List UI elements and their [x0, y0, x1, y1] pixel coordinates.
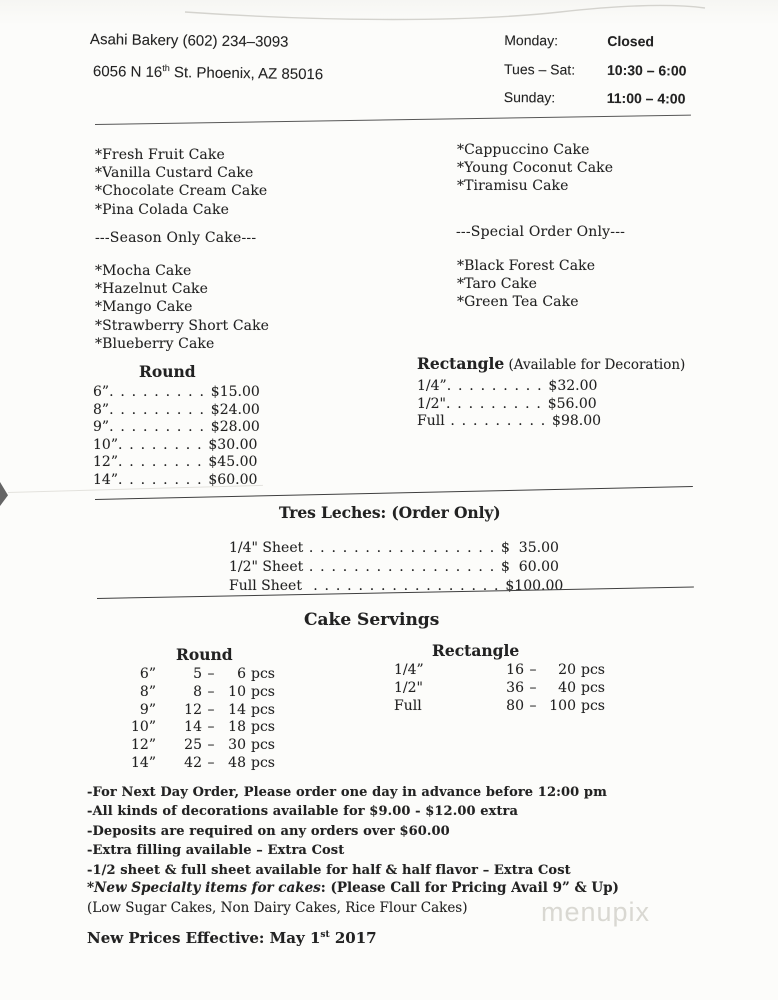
pieces-to: 40 [558, 679, 576, 696]
page-top-edge-curve [0, 0, 778, 34]
pieces-unit: pcs [251, 683, 275, 700]
servings-row [112, 719, 275, 737]
business-name-line: Asahi Bakery (602) 234–3093 [89, 31, 289, 51]
dot-leader: . . . . . . . . . [109, 419, 211, 436]
note-line: -Deposits are required on any orders over $60.00 [87, 823, 450, 839]
servings-row [112, 737, 275, 755]
specialty-lead-text: *New Specialty items for cakes [87, 880, 321, 896]
cake-item: *Blueberry Cake [95, 335, 215, 352]
time-value: 11:00 – 4:00 [606, 89, 686, 107]
pieces-to: 20 [558, 662, 576, 678]
special-order-heading: ---Special Order Only--- [456, 224, 626, 240]
note-line: -Extra filling available – Extra Cost [87, 843, 345, 859]
price-row [417, 413, 685, 431]
range-dash: – [207, 666, 215, 682]
dot-leader: . . . . . . . . [117, 471, 209, 488]
hours-table [504, 32, 687, 119]
size-label: 8” [93, 401, 110, 418]
address-text-post: St. Phoenix, AZ 85016 [169, 64, 324, 84]
price-value: $ 35.00 [501, 540, 559, 556]
size-label: 9” [139, 701, 156, 718]
dot-leader: . . . . . . . . . . . . . . . . . [303, 558, 501, 575]
address-text-pre: 6056 N 16 [92, 63, 163, 81]
cake-list-standard-right [457, 141, 613, 196]
price-row [229, 539, 563, 558]
rectangle-prices-section [417, 354, 685, 431]
pieces-from: 14 [184, 719, 202, 736]
dot-leader: . . . . . . . . . [109, 384, 211, 400]
notes-list [87, 783, 607, 880]
size-label: 14” [131, 754, 156, 771]
cake-item: *Mango Cake [95, 299, 193, 316]
day-label: Sunday: [503, 88, 556, 106]
dot-leader: . . . . . . . . . [446, 378, 549, 394]
time-value: 10:30 – 6:00 [606, 61, 687, 79]
size-label: 1/4” [417, 378, 447, 394]
sheet-size-label: 1/4" Sheet [229, 540, 304, 556]
price-value: $56.00 [547, 395, 597, 412]
pieces-from: 5 [193, 666, 202, 682]
size-label: Full [394, 697, 422, 714]
time-value: Closed [607, 32, 655, 50]
size-label: Full [417, 413, 445, 430]
pieces-unit: pcs [251, 701, 275, 718]
pieces-unit: pcs [251, 754, 275, 771]
rectangle-prices-heading [417, 354, 685, 375]
pieces-to: 18 [228, 719, 246, 736]
tres-leches-heading: Tres Leches: (Order Only) [279, 503, 501, 522]
servings-round-table [112, 645, 275, 773]
cake-item: *Tiramisu Cake [457, 178, 569, 195]
cake-list-standard-left [95, 146, 267, 219]
pieces-to: 6 [237, 666, 246, 682]
size-label: 10” [131, 719, 156, 736]
price-value: $ 60.00 [501, 558, 559, 575]
pieces-from: 80 [506, 697, 524, 714]
cake-item: *Vanilla Custard Cake [95, 165, 254, 182]
servings-rectangle-table [394, 641, 605, 715]
sheet-size-label: 1/2" Sheet [229, 558, 304, 575]
range-dash: – [529, 679, 537, 696]
round-prices-section [93, 362, 260, 490]
range-dash: – [207, 701, 215, 718]
cake-list-special-order [457, 257, 595, 312]
dot-leader: . . . . . . . . . [109, 401, 211, 418]
price-value: $28.00 [210, 419, 260, 436]
pieces-from: 8 [193, 683, 202, 700]
range-dash: – [529, 697, 537, 714]
price-value: $30.00 [208, 436, 258, 453]
price-row [93, 472, 260, 490]
note-line: -1/2 sheet & full sheet available for half & half flavor – Extra Cost [87, 862, 571, 878]
menupix-watermark: menupix [541, 897, 651, 927]
address-ordinal-suffix: th [162, 62, 170, 74]
cake-item: *Mocha Cake [95, 263, 192, 279]
day-label: Tues – Sat: [503, 60, 576, 78]
price-value: $60.00 [208, 471, 258, 488]
pieces-from: 36 [506, 679, 524, 696]
size-label: 9” [93, 419, 110, 436]
size-label: 1/4” [394, 662, 424, 678]
pieces-unit: pcs [251, 737, 275, 754]
price-row [93, 419, 260, 437]
cake-item: *Green Tea Cake [457, 294, 579, 311]
servings-row [112, 684, 275, 702]
dot-leader: . . . . . . . . . [445, 395, 548, 412]
cake-item: *Chocolate Cream Cake [95, 183, 268, 200]
specialty-line [87, 880, 619, 896]
price-value: $98.00 [552, 413, 602, 430]
price-row [417, 378, 685, 396]
pieces-to: 10 [228, 683, 246, 700]
pieces-from: 25 [184, 737, 202, 754]
effective-text-pre: New Prices Effective: May 1 [87, 929, 321, 947]
dot-leader: . . . . . . . . . [444, 413, 553, 430]
range-dash: – [529, 662, 537, 678]
specialty-section [87, 880, 619, 916]
specialty-rest-text: : (Please Call for Pricing Avail 9” & Up) [320, 880, 619, 896]
price-row [93, 454, 260, 472]
price-row [229, 558, 563, 577]
cake-item: *Black Forest Cake [457, 258, 596, 274]
pieces-to: 14 [228, 701, 246, 718]
cake-item: *Strawberry Short Cake [95, 317, 270, 334]
note-line: -For Next Day Order, Please order one day in advance before 12:00 pm [87, 785, 607, 800]
size-label: 12” [131, 737, 156, 754]
pieces-unit: pcs [251, 719, 275, 736]
cake-item: *Taro Cake [457, 276, 537, 293]
rectangle-heading-note: (Available for Decoration) [504, 357, 686, 373]
tres-leches-rows [229, 539, 563, 595]
servings-round-heading: Round [176, 645, 233, 664]
sheet-size-label: Full Sheet [229, 577, 302, 594]
cake-list-season [95, 262, 269, 353]
servings-row [112, 666, 275, 684]
dot-leader: . . . . . . . . [117, 454, 209, 471]
pieces-from: 42 [184, 754, 202, 771]
day-label: Monday: [504, 32, 559, 49]
round-prices-heading: Round [139, 362, 196, 381]
size-label: 12” [93, 454, 118, 471]
cake-item: *Fresh Fruit Cake [95, 147, 225, 163]
price-value: $100.00 [505, 577, 564, 594]
pieces-unit: pcs [581, 662, 605, 678]
separator-line-header [95, 115, 691, 125]
size-label: 14” [93, 471, 118, 488]
range-dash: – [207, 719, 215, 736]
pieces-from: 12 [184, 701, 202, 718]
size-label: 6” [93, 384, 110, 400]
servings-row [112, 755, 275, 773]
pieces-unit: pcs [581, 679, 605, 696]
effective-text-post: 2017 [329, 929, 377, 947]
cake-item: *Cappuccino Cake [457, 142, 590, 158]
size-label: 1/2" [417, 395, 446, 412]
price-row [93, 384, 260, 402]
pieces-unit: pcs [251, 666, 275, 682]
pieces-to: 100 [549, 697, 576, 714]
servings-rectangle-heading: Rectangle [432, 641, 520, 660]
size-label: 8” [139, 683, 156, 700]
note-line: -All kinds of decorations available for $9.00 - $12.00 extra [87, 804, 519, 820]
rectangle-heading-text: Rectangle [417, 354, 505, 373]
price-row [93, 437, 260, 455]
hours-row [504, 61, 687, 91]
range-dash: – [207, 683, 215, 700]
pieces-to: 30 [228, 737, 246, 754]
range-dash: – [207, 754, 215, 771]
price-value: $32.00 [548, 378, 598, 394]
cake-item: *Hazelnut Cake [95, 281, 209, 298]
servings-row [394, 698, 605, 716]
dot-leader: . . . . . . . . . . . . . . . . . [303, 540, 501, 556]
cake-item: *Pina Colada Cake [95, 201, 229, 218]
pieces-to: 48 [228, 754, 246, 771]
servings-row [112, 702, 275, 720]
servings-row [394, 680, 605, 698]
size-label: 1/2" [394, 679, 423, 696]
cake-servings-title: Cake Servings [304, 610, 440, 630]
price-value: $45.00 [208, 454, 258, 471]
price-row [417, 396, 685, 414]
effective-date-line [87, 929, 377, 947]
range-dash: – [207, 737, 215, 754]
price-value: $15.00 [210, 384, 260, 400]
effective-ordinal-suffix: st [320, 930, 330, 940]
pieces-unit: pcs [581, 697, 605, 714]
scan-artifact-wedge [0, 482, 8, 506]
dot-leader: . . . . . . . . . . . . . . . . . [301, 577, 506, 594]
pieces-from: 16 [506, 662, 524, 678]
address-line [93, 62, 323, 83]
servings-row [394, 662, 605, 680]
season-only-heading: ---Season Only Cake--- [95, 230, 257, 246]
cake-item: *Young Coconut Cake [457, 160, 614, 177]
price-value: $24.00 [210, 401, 260, 418]
price-row [93, 402, 260, 420]
hours-row [504, 32, 687, 62]
size-label: 10” [93, 436, 118, 453]
dot-leader: . . . . . . . . [117, 436, 209, 453]
size-label: 6” [139, 666, 156, 682]
specialty-subline: (Low Sugar Cakes, Non Dairy Cakes, Rice Flour Cakes) [87, 900, 468, 916]
